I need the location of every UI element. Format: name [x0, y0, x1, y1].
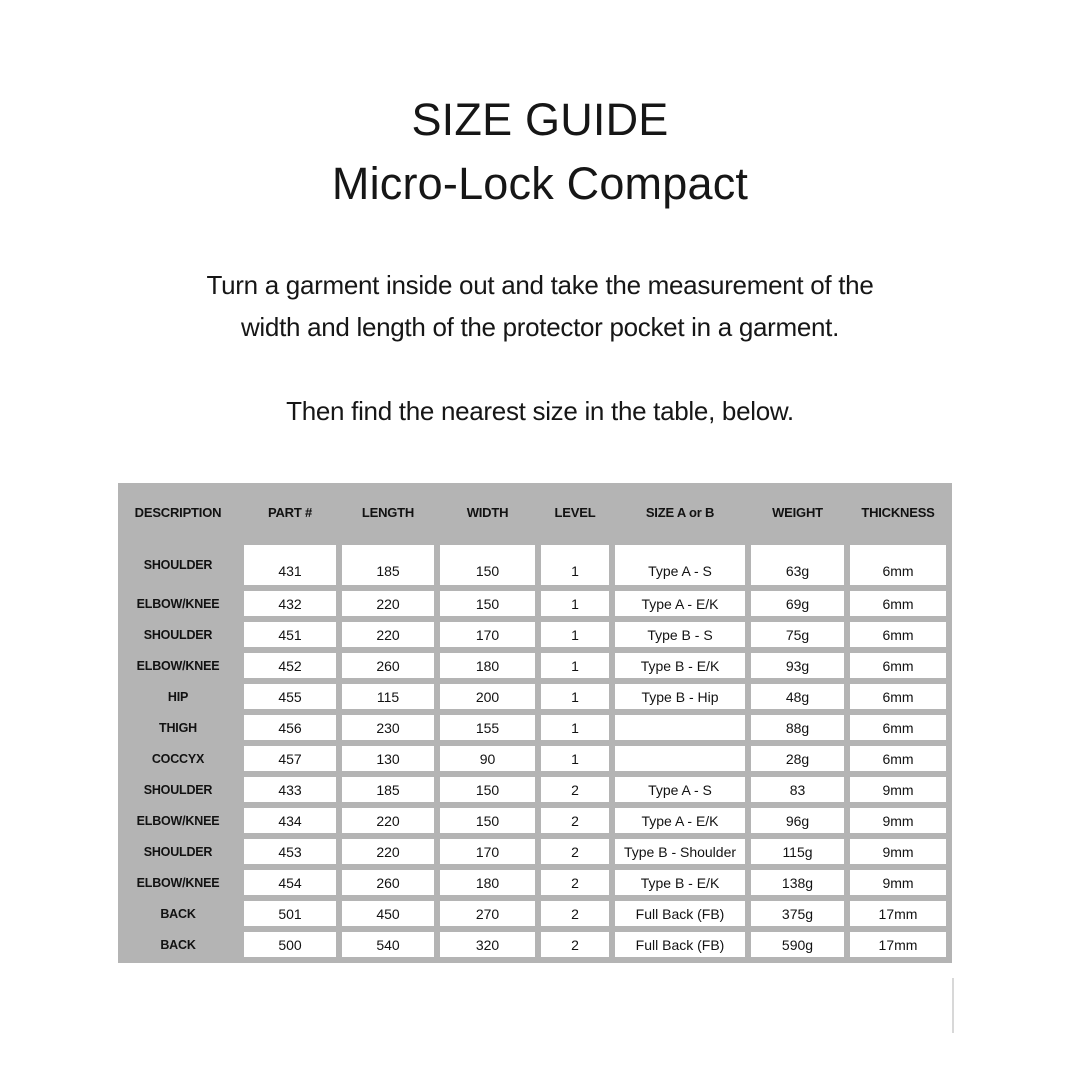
- table-cell: 375g: [751, 901, 844, 926]
- table-cell: 1: [541, 653, 609, 678]
- table-cell: Type B - E/K: [615, 870, 745, 895]
- page-title: [0, 88, 1080, 216]
- table-cell: 155: [440, 715, 535, 740]
- row-description: BACK: [160, 906, 196, 921]
- table-cell: 17mm: [850, 932, 946, 957]
- row-description: ELBOW/KNEE: [136, 875, 220, 890]
- table-cell: Type B - Hip: [615, 684, 745, 709]
- row-description: SHOULDER: [143, 782, 213, 797]
- table-cell: 456: [244, 715, 336, 740]
- table-cell: 2: [541, 901, 609, 926]
- table-cell: 220: [342, 839, 434, 864]
- table-cell: 230: [342, 715, 434, 740]
- table-cell: 455: [244, 684, 336, 709]
- column-header-width: WIDTH: [466, 504, 509, 520]
- page-edge-line: [952, 978, 954, 1033]
- table-cell: 2: [541, 839, 609, 864]
- table-cell: 138g: [751, 870, 844, 895]
- column-header-weight: WEIGHT: [772, 504, 823, 520]
- table-cell: 170: [440, 622, 535, 647]
- table-cell: 63g: [751, 545, 844, 585]
- table-cell: 452: [244, 653, 336, 678]
- table-cell: Type A - S: [615, 545, 745, 585]
- table-cell: 501: [244, 901, 336, 926]
- row-description: ELBOW/KNEE: [136, 596, 220, 611]
- row-description: HIP: [167, 689, 189, 704]
- table-cell: 220: [342, 591, 434, 616]
- table-cell: 1: [541, 591, 609, 616]
- column-header-part: PART #: [267, 504, 313, 520]
- row-description: ELBOW/KNEE: [136, 813, 220, 828]
- table-cell: 2: [541, 932, 609, 957]
- row-description: SHOULDER: [143, 627, 213, 642]
- table-cell: 450: [342, 901, 434, 926]
- table-cell: Type A - E/K: [615, 808, 745, 833]
- table-cell: Full Back (FB): [615, 901, 745, 926]
- table-cell: 1: [541, 684, 609, 709]
- table-cell: 454: [244, 870, 336, 895]
- row-description: BACK: [160, 937, 196, 952]
- table-cell: 1: [541, 715, 609, 740]
- table-cell: 200: [440, 684, 535, 709]
- table-cell: 130: [342, 746, 434, 771]
- table-cell: 150: [440, 808, 535, 833]
- table-cell: 453: [244, 839, 336, 864]
- table-cell: [615, 746, 745, 771]
- table-cell: Type A - E/K: [615, 591, 745, 616]
- table-cell: 9mm: [850, 777, 946, 802]
- table-cell: 150: [440, 545, 535, 585]
- table-cell: 220: [342, 808, 434, 833]
- row-description: THIGH: [159, 720, 197, 735]
- table-cell: 185: [342, 545, 434, 585]
- table-cell: 1: [541, 746, 609, 771]
- table-cell: 6mm: [850, 653, 946, 678]
- row-description: SHOULDER: [143, 844, 213, 859]
- table-cell: 434: [244, 808, 336, 833]
- table-cell: 150: [440, 591, 535, 616]
- table-cell: [615, 715, 745, 740]
- table-cell: 451: [244, 622, 336, 647]
- table-cell: 6mm: [850, 545, 946, 585]
- table-cell: Type A - S: [615, 777, 745, 802]
- table-cell: 433: [244, 777, 336, 802]
- table-cell: 90: [440, 746, 535, 771]
- title-line-product-name: Micro-Lock Compact: [331, 158, 749, 209]
- table-cell: 93g: [751, 653, 844, 678]
- table-cell: 48g: [751, 684, 844, 709]
- table-cell: 6mm: [850, 684, 946, 709]
- table-cell: 185: [342, 777, 434, 802]
- table-cell: 2: [541, 777, 609, 802]
- table-cell: Type B - E/K: [615, 653, 745, 678]
- table-cell: 9mm: [850, 839, 946, 864]
- row-description: COCCYX: [151, 751, 205, 766]
- table-cell: 115g: [751, 839, 844, 864]
- instruction-line-2: width and length of the protector pocket in a garment.: [240, 312, 840, 342]
- table-cell: 6mm: [850, 715, 946, 740]
- table-cell: 83: [751, 777, 844, 802]
- table-cell: 1: [541, 622, 609, 647]
- column-header-length: LENGTH: [361, 504, 415, 520]
- table-cell: 220: [342, 622, 434, 647]
- instruction-line-1: Turn a garment inside out and take the measurement of the: [206, 270, 874, 300]
- table-cell: 75g: [751, 622, 844, 647]
- table-cell: Type B - S: [615, 622, 745, 647]
- table-cell: 431: [244, 545, 336, 585]
- table-cell: 320: [440, 932, 535, 957]
- table-cell: 540: [342, 932, 434, 957]
- table-cell: 170: [440, 839, 535, 864]
- column-header-level: LEVEL: [554, 504, 596, 520]
- title-line-size-guide: SIZE GUIDE: [411, 94, 669, 145]
- table-cell: Full Back (FB): [615, 932, 745, 957]
- column-header-thickness: THICKNESS: [861, 504, 935, 520]
- instruction-paragraph-1: [0, 264, 1080, 348]
- table-cell: 69g: [751, 591, 844, 616]
- table-cell: 500: [244, 932, 336, 957]
- table-cell: 9mm: [850, 808, 946, 833]
- table-cell: 260: [342, 870, 434, 895]
- table-cell: 150: [440, 777, 535, 802]
- table-cell: 590g: [751, 932, 844, 957]
- table-cell: 115: [342, 684, 434, 709]
- table-cell: 2: [541, 808, 609, 833]
- column-header-size-a-or-b: SIZE A or B: [645, 504, 715, 520]
- size-table: [118, 483, 952, 963]
- instruction-paragraph-2: Then find the nearest size in the table, below.: [286, 396, 794, 426]
- table-cell: 6mm: [850, 746, 946, 771]
- table-cell: 432: [244, 591, 336, 616]
- table-cell: 2: [541, 870, 609, 895]
- row-description: ELBOW/KNEE: [136, 658, 220, 673]
- table-cell: 260: [342, 653, 434, 678]
- table-cell: 88g: [751, 715, 844, 740]
- table-cell: 6mm: [850, 591, 946, 616]
- table-cell: 180: [440, 870, 535, 895]
- row-description: SHOULDER: [143, 558, 213, 572]
- table-cell: 6mm: [850, 622, 946, 647]
- table-cell: 9mm: [850, 870, 946, 895]
- instructions: [0, 264, 1080, 432]
- table-cell: 96g: [751, 808, 844, 833]
- table-cell: 17mm: [850, 901, 946, 926]
- table-cell: 28g: [751, 746, 844, 771]
- column-header-description: DESCRIPTION: [134, 504, 222, 520]
- table-cell: 270: [440, 901, 535, 926]
- table-cell: 457: [244, 746, 336, 771]
- table-cell: 180: [440, 653, 535, 678]
- table-cell: Type B - Shoulder: [615, 839, 745, 864]
- table-cell: 1: [541, 545, 609, 585]
